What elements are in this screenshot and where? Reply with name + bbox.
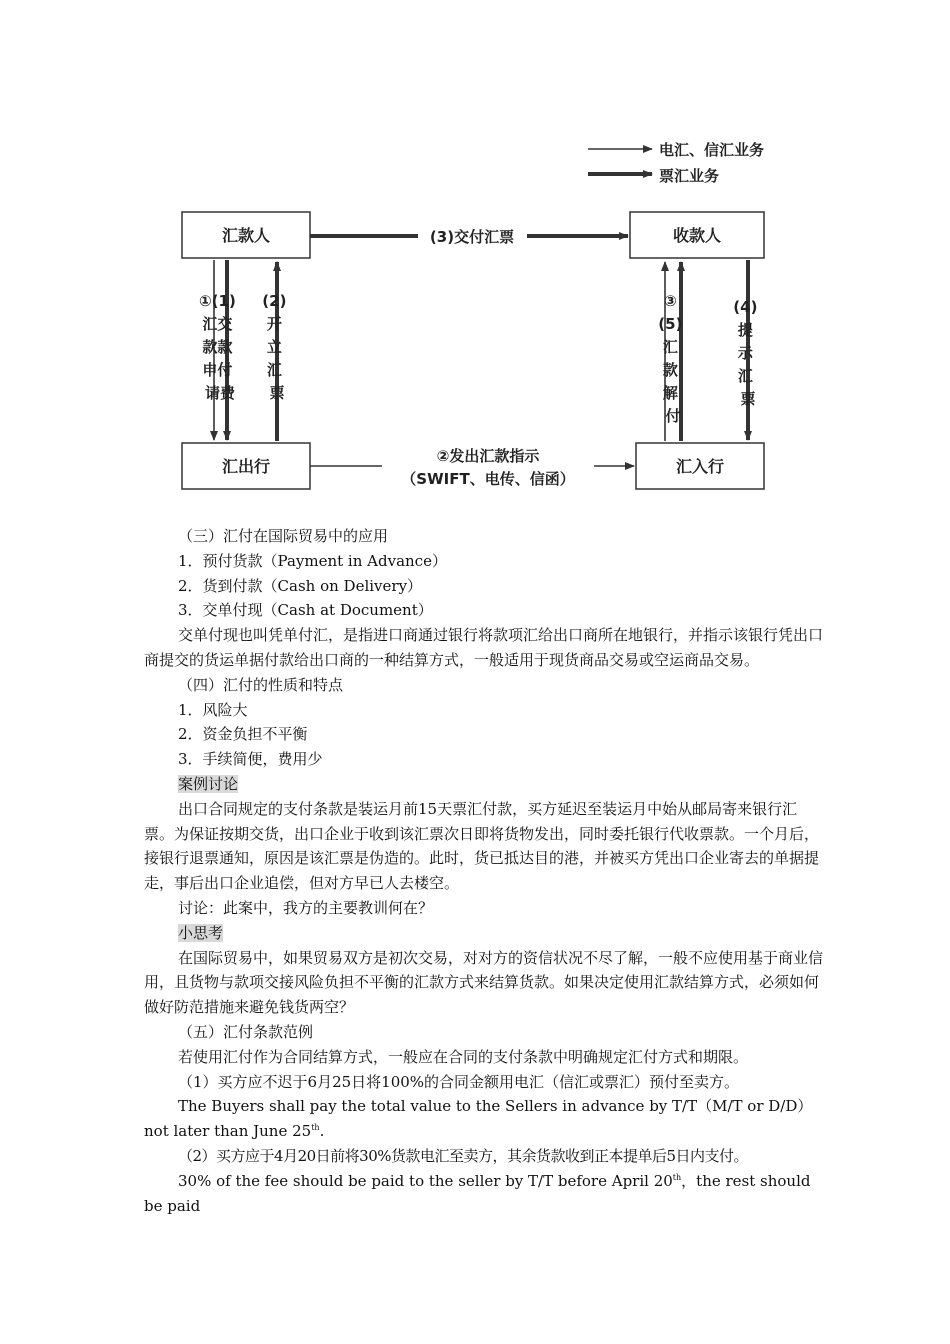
svg-text:汇出行: 汇出行 xyxy=(221,457,271,476)
list-item: 1．风险大 xyxy=(178,700,248,719)
svg-text:(3)交付汇票: (3)交付汇票 xyxy=(429,228,515,246)
svg-text:①(1) 汇交 款款 申: ①(1) 汇交 款款 申付 请费 xyxy=(198,292,236,402)
think-heading xyxy=(144,921,824,946)
node-payee xyxy=(630,212,764,258)
discussion-question: 讨论：此案中，我方的主要教训何在？ xyxy=(178,898,434,917)
example-2-cn: （2）买方应于4月20日前将30%货款电汇至卖方，其余货款收到正本提单后5日内支付。 xyxy=(178,1146,749,1165)
think-paragraph: 在国际贸易中，如果贸易双方是初次交易，对对方的资信状况不尽了解，一般不应使用基于商业信用，且货物与款项交接风险负担不平衡的汇款方式来结算货款。如果决定使用汇款结算方式，必须如何做好防范措施来避免钱货两空？ xyxy=(144,948,824,1017)
legend-draft-label: 票汇业务 xyxy=(659,167,720,185)
think-title: 小思考 xyxy=(178,923,224,942)
example-1-cn: （1）买方应不迟于6月25日将100%的合同金额用电汇（信汇或票汇）预付至卖方。 xyxy=(178,1072,740,1091)
example-2-en: 30% of the fee should be paid to the seller by T/T before April 20th，the rest should be paid xyxy=(144,1171,811,1215)
list-item: 2．货到付款（Cash on Delivery） xyxy=(178,576,423,595)
svg-text:(2) 开 立 汇: (2) 开 立 汇 票 xyxy=(262,292,287,402)
case-heading xyxy=(144,772,824,797)
section-heading-5: （五）汇付条款范例 xyxy=(178,1022,314,1041)
svg-text:收款人: 收款人 xyxy=(672,226,722,245)
case-title: 案例讨论 xyxy=(178,774,239,793)
edge-issue-draft xyxy=(262,262,291,441)
paragraph: 若使用汇付作为合同结算方式，一般应在合同的支付条款中明确规定汇付方式和期限。 xyxy=(178,1047,749,1066)
section-heading-3: （三）汇付在国际贸易中的应用 xyxy=(178,527,389,545)
document-body xyxy=(144,524,824,1218)
node-remitter xyxy=(182,212,310,258)
edge-remittance-instruction xyxy=(310,447,634,488)
node-remitting-bank xyxy=(182,443,310,489)
remittance-flow-diagram xyxy=(0,0,950,520)
legend-wire-label: 电汇、信汇业务 xyxy=(659,141,765,159)
case-paragraph: 出口合同规定的支付条款是装运月前15天票汇付款，买方延迟至装运月中始从邮局寄来银行汇票。为保证按期交货，出口企业于收到该汇票次日即将货物发出，同时委托银行代收票款。一个月后，接银行退票通知，原因是该汇票是伪造的。此时，货已抵达目的港，并被买方凭出口企业寄去的单据提走，事后出口企业追偿，但对方早已人去楼空。 xyxy=(144,799,820,893)
edge-payout xyxy=(658,262,687,441)
edge-deliver-draft xyxy=(310,228,628,246)
node-paying-bank xyxy=(636,443,764,489)
svg-text:汇款人: 汇款人 xyxy=(221,226,271,245)
section-heading-4: （四）汇付的性质和特点 xyxy=(178,675,344,694)
list-item: 3．手续简便，费用少 xyxy=(178,750,323,769)
example-1-en: The Buyers shall pay the total value to the Sellers in advance by T/T（M/T or D/D）not later than June 25th. xyxy=(144,1097,813,1141)
list-item: 2．资金负担不平衡 xyxy=(178,725,308,744)
paragraph: 交单付现也叫凭单付汇，是指进口商通过银行将款项汇给出口商所在地银行，并指示该银行凭出口商提交的货运单据付款给出口商的一种结算方式，一般适用于现货商品交易或空运商品交易。 xyxy=(144,626,824,669)
svg-text:③ (5) 汇 款: ③ (5) 汇 款 解 付 xyxy=(658,292,683,425)
svg-text:(4) 提 示 汇: (4) 提 示 汇 票 xyxy=(733,298,758,408)
list-item: 3．交单付现（Cash at Document） xyxy=(178,601,433,620)
edge-remittance-application xyxy=(199,260,241,440)
legend xyxy=(588,141,764,185)
edge-present-draft xyxy=(733,260,762,440)
list-item: 1．预付货款（Payment in Advance） xyxy=(178,551,447,570)
svg-text:汇入行: 汇入行 xyxy=(675,457,725,476)
svg-text:②发出汇款指示: ②发出汇款指示 xyxy=(436,447,540,465)
svg-text:（SWIFT、电传、信函）: （SWIFT、电传、信函） xyxy=(401,470,575,488)
